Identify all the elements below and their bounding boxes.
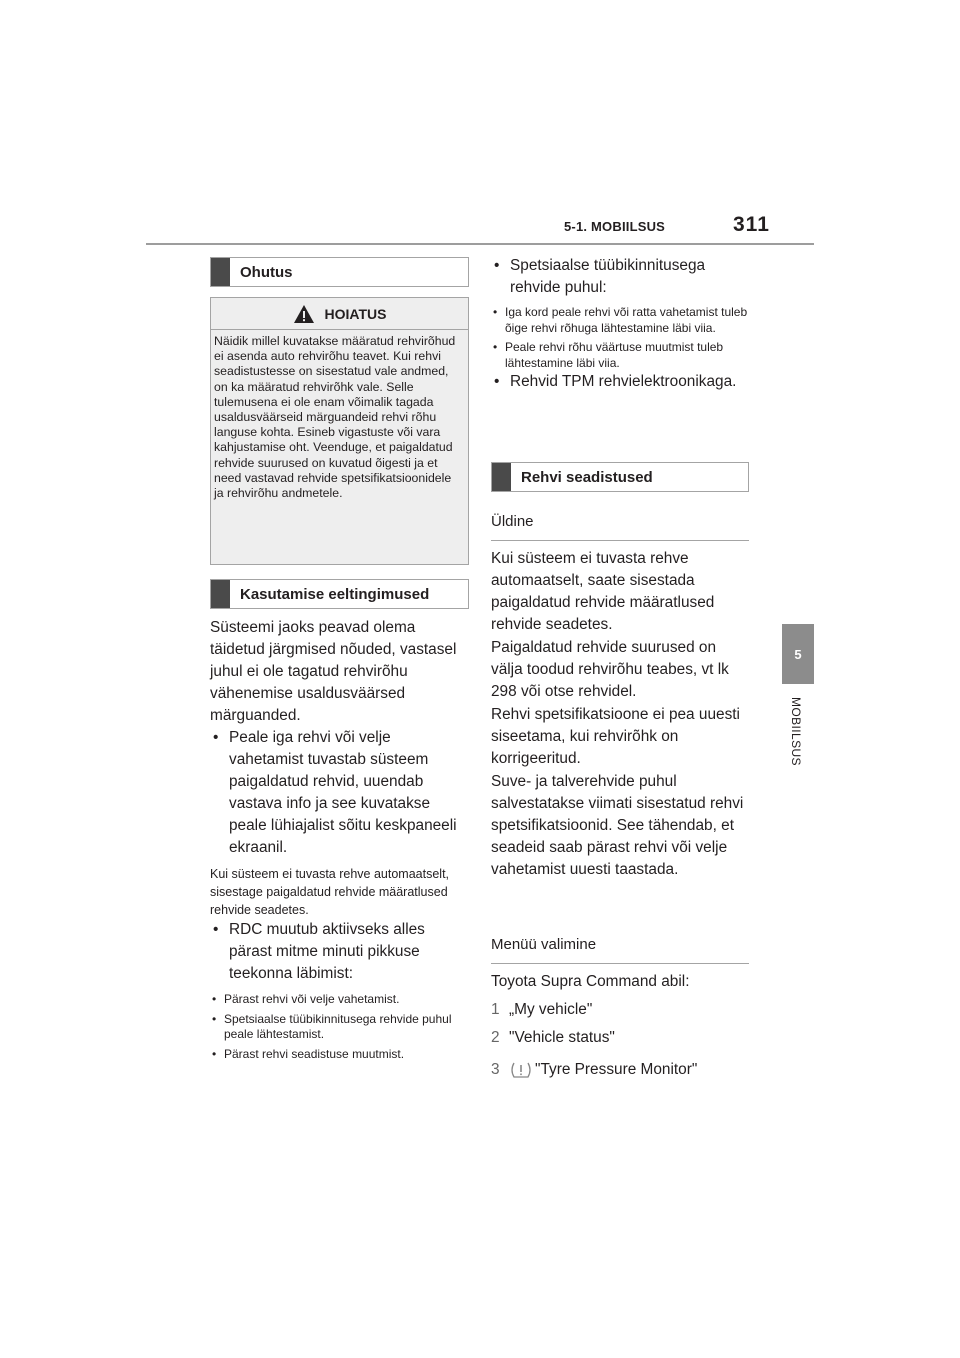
menu-subheading: Menüü valimine [491,936,749,964]
menu-body [491,971,749,1081]
step-number: 1 [491,1001,500,1018]
settings-body [491,548,749,881]
chapter-tab: 5 [782,624,814,684]
step-number: 2 [491,1029,500,1046]
section-title: 5-1. MOBIILSUS [564,219,666,234]
sub-bullet-item: • Pärast rehvi seadistuse muutmist. [210,1047,468,1063]
step-number: 3 [491,1061,500,1078]
sub-bullet-item: • Spetsiaalse tüübikinnitusega rehvide puhul peale lähtestamist. [210,1012,468,1043]
bullet-item: • Spetsiaalse tüübikinnitusega rehvide puhul: [491,255,749,299]
general-subheading: Üldine [491,513,749,541]
sub-bullet-item: • Pärast rehvi või velje vahetamist. [210,992,468,1008]
bullet-item: • RDC muutub aktiivseks alles pärast mitme minuti pikkuse teekonna läbimist: [210,919,468,985]
step-text: „My vehicle" [509,1001,593,1018]
note-text: Kui süsteem ei tuvasta rehve automaatselt, sisestage paigaldatud rehvide määratlused rehvide seadetes. [210,867,450,917]
command-intro: Toyota Supra Command abil: [491,973,690,990]
menu-step [491,999,749,1021]
bullet-item: • Peale iga rehvi või velje vahetamist tuvastab süsteem paigaldatud rehvid, uuendab vastava info ja see kuvatakse peale lühiajalist sõitu keskpaneeli ekraanil. [210,727,468,859]
settings-paragraph: Kui süsteem ei tuvasta rehve automaatselt, saate sisestada paigaldatud rehvide määratlused rehvide seadetes. [491,550,715,633]
settings-paragraph: Suve- ja talverehvide puhul salvestatakse viimati sisestatud rehvi spetsifikatsioonid. See tähendab, et seadeid saab pärast rehvi või velje vahetamist uuesti taastada. [491,773,744,878]
settings-paragraph: Paigaldatud rehvide suurused on välja toodud rehvirõhu teabes, vt lk 298 või otse rehvidel. [491,639,729,700]
warning-text: Näidik millel kuvatakse määratud rehvirõhud ei asenda auto rehvirõhu teavet. Kui rehvi seadistustesse on sisestatud vale andmed, on ka määratud rehvirõhk vale. Selle tulemusena ei ole enam võimalik tagada usaldusväärseid märguandeid rehvi rõhu languse kohta. Esineb vigastuste või vara kahjustamise oht. Veenduge, et paigaldatud rehvide suurused on kuvatud õigesti ja et need vastavad rehvide spetsifikatsioonidele ja rehvirõhu andmetele. [214,334,456,501]
heading-marker [492,463,511,491]
sub-bullet-item: • Iga kord peale rehvi või ratta vahetamist tuleb õige rehvi rõhuga lähtestamine läbi viia. [491,305,749,336]
step-text: "Tyre Pressure Monitor" [535,1061,698,1078]
step-text: "Vehicle status" [509,1029,615,1046]
conditions-intro: Süsteemi jaoks peavad olema täidetud järgmised nõuded, vastasel juhul ei ole tagatud rehvirõhu vähenemise usaldusväärsed märguanded. [210,619,457,724]
warning-title: HOIATUS [324,305,387,322]
chapter-tab-label: MOBIILSUS [789,697,803,766]
settings-paragraph: Rehvi spetsifikatsioone ei pea uuesti siseetama, kui rehvirõhk on korrigeeritud. [491,706,740,767]
heading-marker [211,258,230,286]
warning-triangle-icon [293,304,315,324]
settings-heading: Rehvi seadistused [521,468,653,486]
left-body [210,617,468,1062]
bullet-item: • Rehvid TPM rehvielektroonikaga. [491,371,749,393]
sub-bullet-item: • Peale rehvi rõhu väärtuse muutmist tuleb lähtestamine läbi viia. [491,340,749,371]
tyre-pressure-icon [509,1060,533,1080]
page-number: 311 [733,213,770,236]
conditions-heading: Kasutamise eeltingimused [240,585,430,603]
menu-step [491,1059,749,1081]
header-divider [146,243,814,245]
warning-header [211,298,468,330]
settings-heading-box [491,462,749,492]
warning-box [210,297,469,565]
conditions-heading-box [210,579,469,609]
safety-heading-box [210,257,469,287]
right-top-body [491,255,749,393]
heading-marker [211,580,230,608]
safety-heading: Ohutus [240,263,293,281]
menu-step [491,1027,749,1049]
